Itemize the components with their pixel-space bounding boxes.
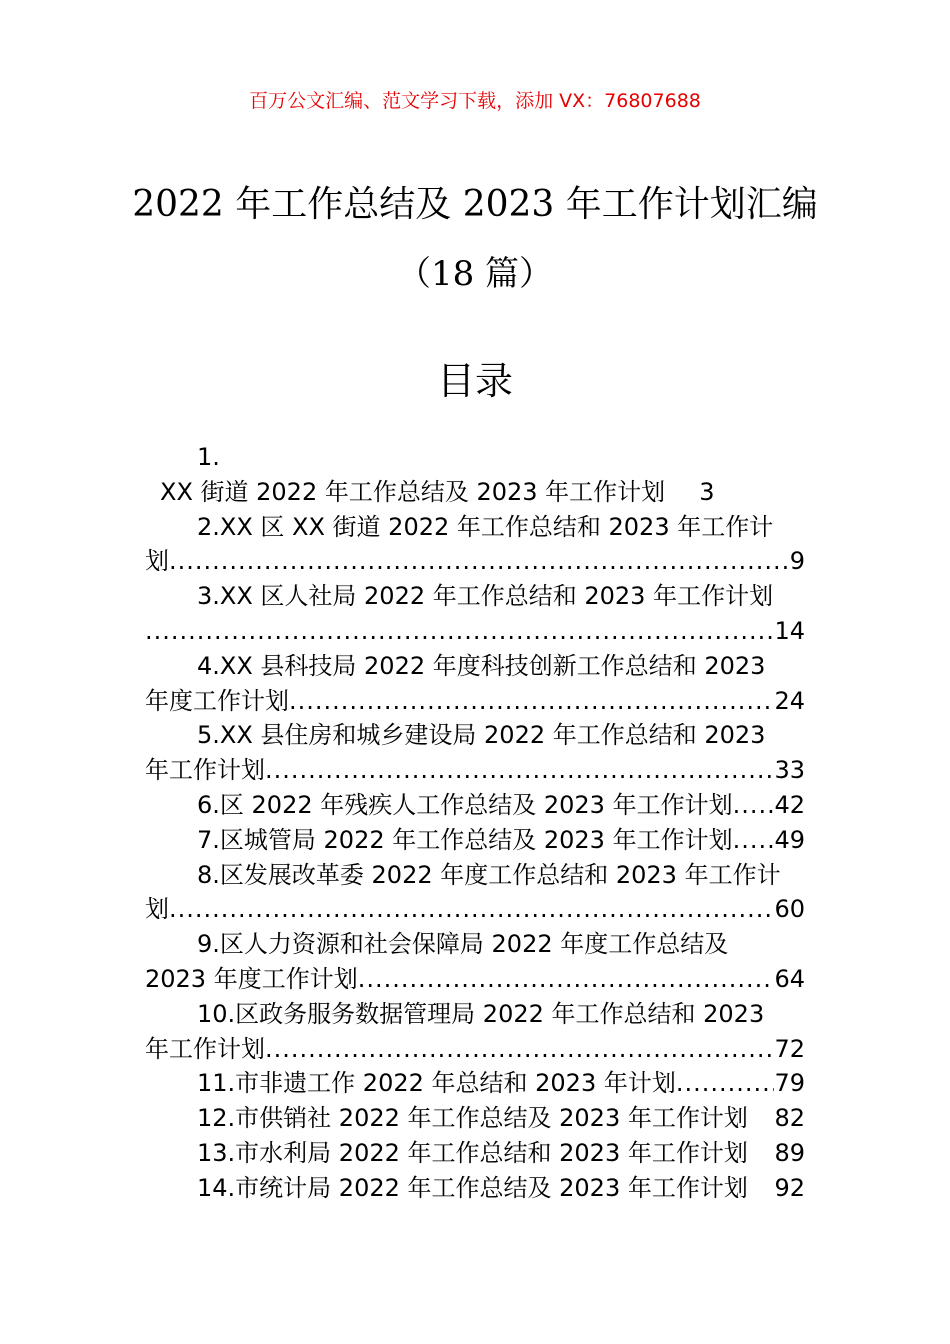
toc-entry-title: 6.区 2022 年残疾人工作总结及 2023 年工作计划 <box>197 790 733 819</box>
toc-entry-14[interactable] <box>145 1171 805 1206</box>
toc-entry-9-leader[interactable] <box>145 962 805 997</box>
toc-entry-page: 14 <box>774 616 805 645</box>
document-subtitle: （18 篇） <box>396 254 554 294</box>
toc-entry-page: 89 <box>774 1138 805 1167</box>
toc-entry-1[interactable] <box>145 475 805 510</box>
toc-entry-2[interactable]: 2.XX 区 XX 街道 2022 年工作总结和 2023 年工作计 <box>197 512 774 541</box>
toc-entry-title: 12.市供销社 2022 年工作总结及 2023 年工作计划 <box>197 1104 748 1133</box>
dot-leader <box>733 823 775 858</box>
toc-entry-page: 24 <box>774 686 805 715</box>
toc-entry-7[interactable] <box>145 823 805 858</box>
toc-entry-10[interactable]: 10.区政务服务数据管理局 2022 年工作总结和 2023 <box>197 999 765 1028</box>
dot-leader <box>676 1066 775 1101</box>
toc-entry-title-cont: 划 <box>145 547 169 576</box>
toc-entry-page: 33 <box>774 756 805 785</box>
toc-entry-11[interactable] <box>145 1066 805 1101</box>
dot-leader <box>358 962 775 997</box>
toc-entry-page: 42 <box>774 790 805 819</box>
toc-entry-title-cont: 2023 年度工作计划 <box>145 964 358 993</box>
toc-entry-8[interactable]: 8.区发展改革委 2022 年度工作总结和 2023 年工作计 <box>197 860 781 889</box>
toc-entry-title: 7.区城管局 2022 年工作总结及 2023 年工作计划 <box>197 825 733 854</box>
toc-entry-title-cont: 划 <box>145 895 169 924</box>
toc-entry-6[interactable] <box>145 788 805 823</box>
dot-leader <box>169 544 790 579</box>
toc-entry-title-cont: 年度工作计划 <box>145 686 289 715</box>
dot-leader <box>265 753 774 788</box>
toc-entry-title: 13.市水利局 2022 年工作总结和 2023 年工作计划 <box>197 1138 748 1167</box>
toc-entry-4-leader[interactable] <box>145 684 805 719</box>
toc-entry-1-number[interactable]: 1. <box>197 443 220 471</box>
toc-entry-3[interactable]: 3.XX 区人社局 2022 年工作总结和 2023 年工作计划 <box>197 582 774 611</box>
toc-entry-page: 60 <box>774 895 805 924</box>
dot-leader <box>289 684 774 719</box>
toc-entry-5-leader[interactable] <box>145 753 805 788</box>
document-title: 2022 年工作总结及 2023 年工作计划汇编 <box>132 184 818 225</box>
toc-entry-page: 9 <box>789 547 805 576</box>
watermark-banner: 百万公文汇编、范文学习下载，添加 VX：76807688 <box>249 90 701 112</box>
toc-entry-12[interactable] <box>145 1101 805 1136</box>
toc-entry-page: 72 <box>774 1034 805 1063</box>
toc-entry-page: 92 <box>774 1173 805 1202</box>
toc-entry-title-cont: 年工作计划 <box>145 1034 265 1063</box>
dot-leader <box>733 788 775 823</box>
toc-entry-page: 79 <box>774 1069 805 1098</box>
toc-entry-title-cont: 年工作计划 <box>145 756 265 785</box>
dot-leader <box>169 892 774 927</box>
toc-entry-8-leader[interactable] <box>145 892 805 927</box>
toc-entry-page: 3 <box>699 477 715 506</box>
toc-entry-title: 11.市非遗工作 2022 年总结和 2023 年计划 <box>197 1069 676 1098</box>
toc-heading: 目录 <box>436 359 513 403</box>
toc-entry-5[interactable]: 5.XX 县住房和城乡建设局 2022 年工作总结和 2023 <box>197 721 766 750</box>
toc-entry-page: 49 <box>774 825 805 854</box>
toc-entry-10-leader[interactable] <box>145 1032 805 1067</box>
toc-entry-page: 64 <box>774 964 805 993</box>
dot-leader <box>145 614 774 649</box>
table-of-contents <box>145 440 805 1206</box>
toc-entry-title: XX 街道 2022 年工作总结及 2023 年工作计划 <box>160 477 666 506</box>
toc-entry-3-leader[interactable] <box>145 614 805 649</box>
dot-leader <box>265 1032 774 1067</box>
toc-entry-2-leader[interactable] <box>145 544 805 579</box>
toc-entry-title: 14.市统计局 2022 年工作总结及 2023 年工作计划 <box>197 1173 748 1202</box>
toc-entry-page: 82 <box>774 1104 805 1133</box>
toc-entry-13[interactable] <box>145 1136 805 1171</box>
toc-entry-9[interactable]: 9.区人力资源和社会保障局 2022 年度工作总结及 <box>197 930 729 959</box>
toc-entry-4[interactable]: 4.XX 县科技局 2022 年度科技创新工作总结和 2023 <box>197 651 766 680</box>
